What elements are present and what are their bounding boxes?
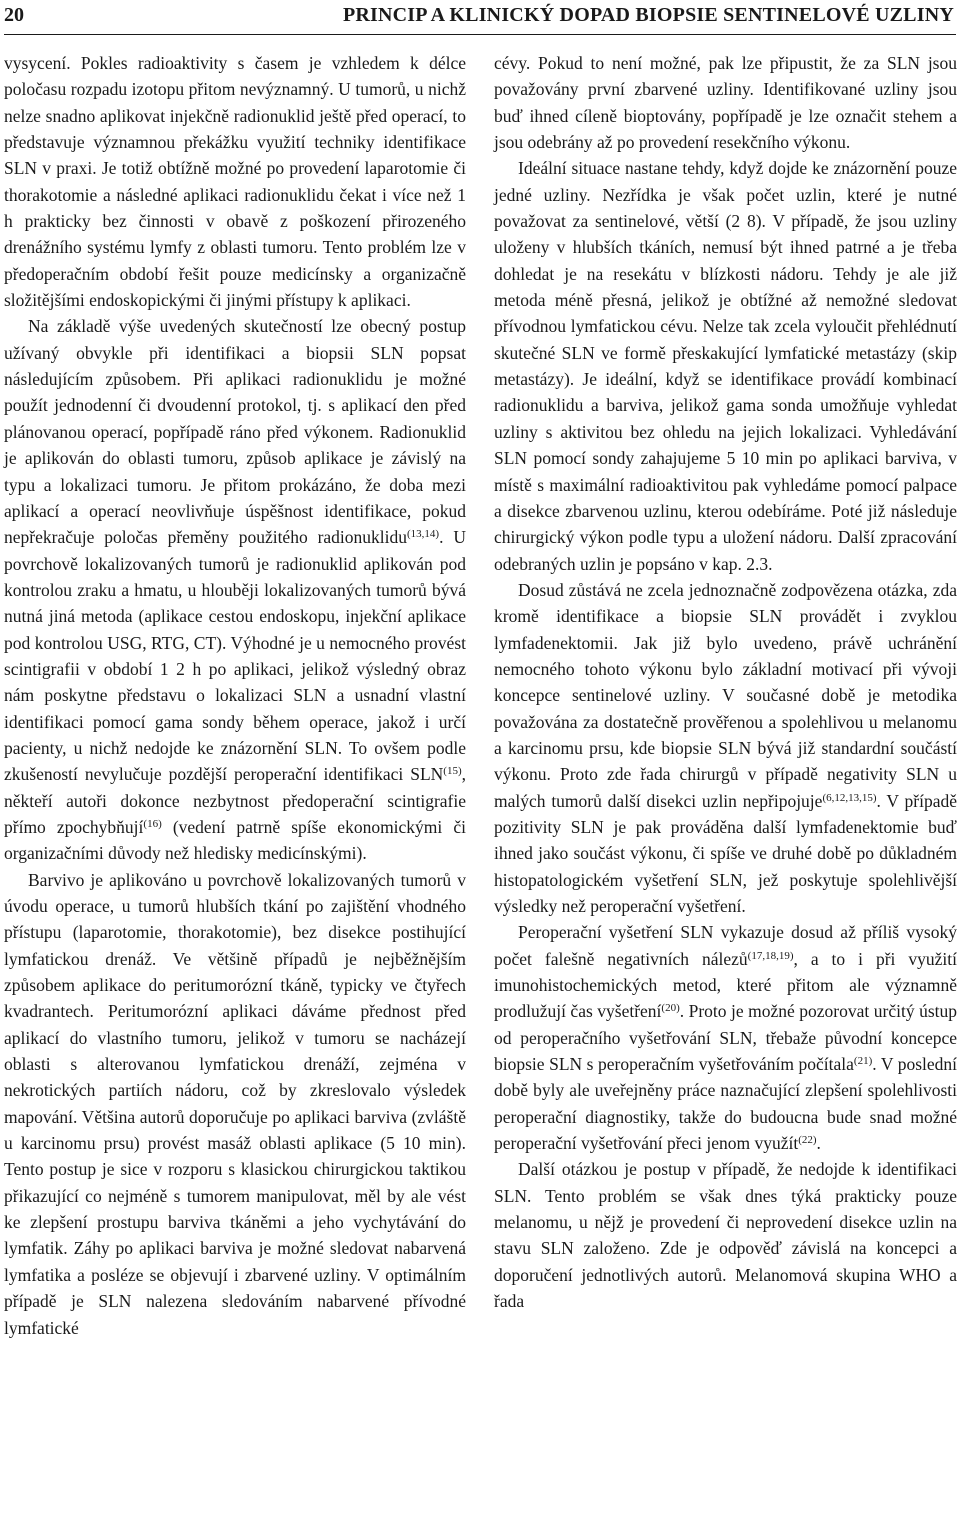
paragraph-text: . xyxy=(816,1133,821,1154)
running-title: PRINCIP A KLINICKÝ DOPAD BIOPSIE SENTINELOVÉ UZLINY xyxy=(342,4,954,26)
paragraph-text: Dosud zůstává ne zcela jednoznačně zodpovězena otázka, zda kromě identifikace a biopsie SLN provádět i zvyklou lymfadenektomii. Jak již bylo uvedeno, právě uchránění nemocného tohoto výkonu bylo základní motivací při vývoji koncepce sentinelové uzliny. V současné době je metodika považována za dostatečně prověřenou a spolehlivou u melanomu a karcinomu prsu, kde biopsie SLN bývá již standardní součástí výkonu. Proto zde řada chirurgů v případě negativity SLN u malých tumorů další disekci uzlin nepřipojuje xyxy=(494,579,957,811)
citation: (6,12,13,15) xyxy=(822,791,877,804)
citation: (17,18,19) xyxy=(747,949,794,962)
paragraph-text: , někteří autoři dokonce nezbytnost předoperační scintigrafie přímo zpochybňují xyxy=(4,764,466,837)
paragraph-text: . Proto je možné pozorovat určitý ústup od peroperačního vyšetřování SLN, třebaže původní koncepce biopsie SLN s peroperačním vyšetřováním počítala xyxy=(494,1001,957,1075)
citation: (22) xyxy=(798,1134,817,1147)
citation: (13,14) xyxy=(407,528,440,541)
paragraph-text: Na základě výše uvedených skutečností lze obecný postup užívaný obvykle při identifikaci a biopsii SLN popsat následujícím způsobem. Při aplikaci radionuklidu je možné použít jednodenní či dvoudenní protokol, tj. s aplikací den před plánovanou operací, popřípadě ráno před výkonem. Radionuklid je aplikován do oblasti tumoru, způsob aplikace je závislý na typu a lokalizaci tumoru. Je přitom prokázáno, že doba mezi aplikací a operací neovlivňuje úspěšnost identifikace, pokud nepřekračuje poločas přeměny použitého radionuklidu xyxy=(4,316,466,548)
paragraph xyxy=(494,577,957,919)
paragraph-text: Peroperační vyšetření SLN vykazuje dosud až příliš vysoký počet falešně negativních nálezů xyxy=(494,922,957,969)
paragraph-text: (vedení patrně spíše ekonomickými či organizačními důvody než hledisky medicínskými). xyxy=(4,816,467,864)
paragraph-text: . V poslední době byly ale uveřejněny práce naznačující zlepšení spolehlivosti peroperační diagnostiky, takže do budoucna bude snad možné peroperační vyšetřování přeci jenom využít xyxy=(494,1054,957,1154)
paragraph-text: . U povrchově lokalizovaných tumorů je radionuklid aplikován pod kontrolou zraku a hmatu, u hlouběji lokalizovaných tumorů bývá nutná jiná metoda (aplikace cestou endoskopu, injekční aplikace pod kontrolou USG, RTG, CT). Výhodné je u nemocného provést scintigrafii v období 1 2 h po aplikaci, jelikož výsledný obraz nám poskytne představu o lokalizaci SLN a usnadní vlastní identifikaci pomocí gama sondy během operace, jakož i určí pacienty, u nichž nedojde ke znázornění SLN. To ovšem podle zkušeností nevylučuje pozdější peroperační identifikaci SLN xyxy=(4,527,466,785)
citation: (15) xyxy=(443,765,462,778)
paragraph xyxy=(494,1156,957,1314)
paragraph-text: , a to i při využití imunohistochemických metod, které přitom ale významně prodlužují čas vyšetření xyxy=(494,948,957,1022)
citation: (20) xyxy=(661,1002,680,1015)
citation: (21) xyxy=(853,1055,873,1068)
paragraph-text: vysycení. Pokles radioaktivity s časem je vzhledem k délce poločasu rozpadu izotopu přitom nevýznamný. U tumorů, u nichž nelze snadno aplikovat injekčně radionuklid ještě před operací, to představuje významnou překážku využití techniky identifikace SLN v praxi. Je totiž obtížně možné po provedení laparotomie či thorakotomie a následné aplikaci radionuklidu čekat i více než 1 h prakticky bez činnosti v obavě z poškození přirozeného drenážního systému lymfy z oblasti tumoru. Tento problém lze v předoperačním období řešit pouze medicínsky a organizačně složitějšími endoskopickými či jinými přístupy k aplikaci. xyxy=(4,53,466,311)
paragraph-text: Barvivo je aplikováno u povrchově lokalizovaných tumorů v úvodu operace, u tumorů hlubších tkání po zajištění vhodného přístupu (laparotomie, thorakotomie), bez disekce postihující lymfatickou drenáž. Ve většině případů je nejběžnějším způsobem aplikace do peritumorózní tkáně, typicky ve čtyřech kvadrantech. Peritumorózní aplikaci dáváme přednost před aplikací do vlastního tumoru, jelikož v tumoru se nacházejí oblasti s alterovanou lymfatickou drenáží, zejména v nekrotických partiích nádoru, což by zkreslovalo výsledek mapování. Většina autorů doporučuje po aplikaci barviva (zvláště u karcinomu prsu) provést masáž oblasti aplikace (5 10 min). Tento postup je sice v rozporu s klasickou chirurgickou taktikou přikazující co nejméně s tumorem manipulovat, měl by ale vést ke zlepšení prostupu barviva tkáněmi a jeho vychytávání do lymfatik. Záhy po aplikaci barviva je možné sledovat nabarvená lymfatika a posléze se objevují i zbarvené uzliny. V optimálním případě je SLN nalezena sledováním nabarvené přívodné lymfatické xyxy=(4,869,466,1338)
left-column xyxy=(4,50,466,1341)
paragraph xyxy=(4,50,466,313)
paragraph-text: cévy. Pokud to není možné, pak lze připustit, že za SLN jsou považovány první zbarvené uzliny. Identifikované uzliny jsou buď ihned cíleně bioptovány, popřípadě je lze označit stehem a jsou odebrány až po provedení resekčního výkonu. xyxy=(494,53,957,153)
page-header xyxy=(4,0,956,35)
paragraph-text: Další otázkou je postup v případě, že nedojde k identifikaci SLN. Tento problém se však dnes týká prakticky pouze melanomu, u nějž je provedení či neprovedení disekce uzlin na stavu SLN založeno. Zde je odpověď závislá na koncepci a doporučení jednotlivých autorů. Melanomová skupina WHO a řada xyxy=(494,1159,957,1312)
paragraph-text: . V případě pozitivity SLN je pak prováděna další lymfadenektomie buď ihned jako součást výkonu, či spíše ve druhé době po důkladném histopatologickém vyšetření SLN, jež poskytuje spolehlivější výsledky než peroperační vyšetření. xyxy=(494,790,957,916)
paragraph-text: Ideální situace nastane tehdy, když dojde ke znázornění pouze jedné uzliny. Nezřídka je však počet uzlin, které je nutné považovat za sentinelové, větší (2 8). V případě, že jsou uzliny uloženy v hlubších tkáních, nemusí být ihned patrné a je třeba dohledat je na resekátu v blízkosti nádoru. Tehdy je ale již metoda méně přesná, jelikož je obtížné až nemožné sledovat přívodnou lymfatickou cévu. Nelze tak zcela vyloučit přehlédnutí skutečné SLN ve formě přeskakující lymfatické metastázy (skip metastázy). Je ideální, když se identifikace provádí kombinací radionuklidu a barviva, jelikož gama sonda umožňuje vyhledat uzliny s aktivitou bez ohledu na jejich lokalizaci. Vyhledávání SLN pomocí sondy zahajujeme 5 10 min po aplikaci barviva, v místě s maximální radioaktivitou pak vyhledáme pomocí palpace a disekce zbarvenou uzlinu, kterou odebíráme. Poté již následuje chirurgický výkon podle typu a uložení nádoru. Další zpracování odebraných uzlin je popsáno v kap. 2.3. xyxy=(494,158,957,574)
citation: (16) xyxy=(143,817,162,830)
paragraph xyxy=(494,50,957,155)
page-number: 20 xyxy=(4,4,24,26)
paragraph xyxy=(494,919,957,1156)
paragraph xyxy=(494,155,957,577)
right-column xyxy=(494,50,957,1315)
paragraph xyxy=(4,313,466,866)
paragraph xyxy=(4,867,466,1341)
